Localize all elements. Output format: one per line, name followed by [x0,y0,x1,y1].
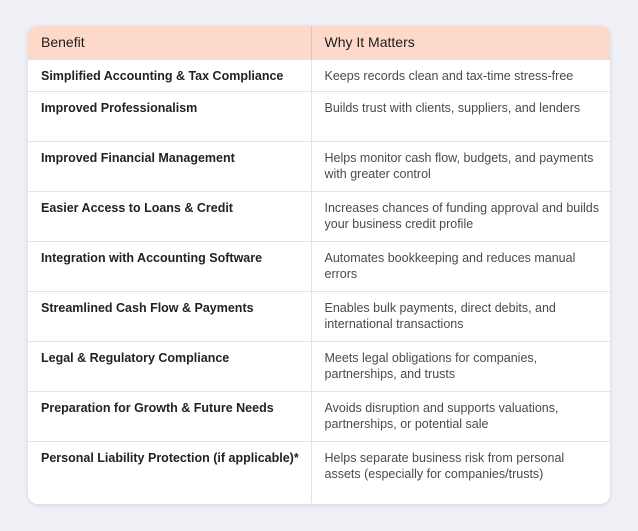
table-row [28,291,610,341]
benefit-cell: Integration with Accounting Software [28,241,311,291]
table-row [28,191,610,241]
why-cell: Enables bulk payments, direct debits, and international transactions [311,291,610,341]
benefit-cell: Improved Professionalism [28,91,311,141]
header-why-it-matters: Why It Matters [311,26,610,59]
table-row [28,391,610,441]
table-row [28,341,610,391]
benefits-table-card [28,26,610,504]
benefit-cell: Streamlined Cash Flow & Payments [28,291,311,341]
why-cell: Builds trust with clients, suppliers, and lenders [311,91,610,141]
why-cell: Keeps records clean and tax-time stress-free [311,59,610,91]
why-cell: Meets legal obligations for companies, partnerships, and trusts [311,341,610,391]
benefit-cell: Easier Access to Loans & Credit [28,191,311,241]
why-cell: Avoids disruption and supports valuations, partnerships, or potential sale [311,391,610,441]
table-row [28,141,610,191]
why-cell: Helps separate business risk from personal assets (especially for companies/trusts) [311,441,610,503]
header-benefit: Benefit [41,34,85,51]
table-row [28,441,610,503]
table-header-row [28,26,610,59]
table-row [28,91,610,141]
benefit-cell: Improved Financial Management [28,141,311,191]
benefits-table [28,26,610,503]
why-cell: Helps monitor cash flow, budgets, and payments with greater control [311,141,610,191]
benefit-cell: Preparation for Growth & Future Needs [28,391,311,441]
benefit-cell: Legal & Regulatory Compliance [28,341,311,391]
benefit-cell: Personal Liability Protection (if applicable)* [28,441,311,503]
table-row [28,59,610,91]
benefit-cell: Simplified Accounting & Tax Compliance [28,59,311,91]
table-row [28,241,610,291]
why-cell: Increases chances of funding approval and builds your business credit profile [311,191,610,241]
why-cell: Automates bookkeeping and reduces manual errors [311,241,610,291]
